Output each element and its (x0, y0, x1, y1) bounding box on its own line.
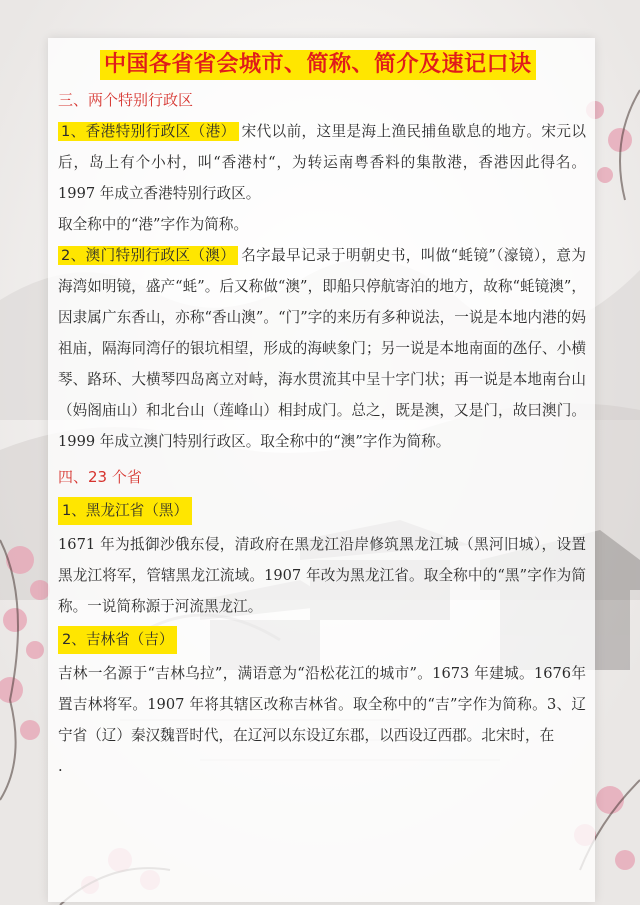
jilin-heading: 2、吉林省（吉） (58, 626, 177, 654)
hk-text: 宋代以前，这里是海上渔民捕鱼歇息的地方。宋元以后，岛上有个小村，叫“香港村“，为转运南粤香料的集散港，香港因此得名。1997 年成立香港特别行政区。 (58, 123, 586, 202)
macau-text: 名字最早记录于明朝史书，叫做“蚝镜”（濠镜），意为海湾如明镜，盛产“蚝”。后又称做“澳”，即船只停航寄泊的地方，故称“蚝镜澳”，因隶属广东香山，亦称“香山澳”。“门”字的来历有多种说法，一说是本地内港的妈祖庙，隔海同湾仔的银坑相望，形成的海峡象门；另一说是本地南面的氹仔、小横琴、路环、大横琴四岛离立对峙，海水贯流其中呈十字门状；再一说是本地南台山（妈阁庙山）和北台山（莲峰山）相封成门。总之，既是澳，又是门，故曰澳门。1999 年成立澳门特别行政区。取全称中的“澳”字作为简称。 (58, 247, 586, 450)
hk-abbrev: 取全称中的“港”字作为简称。 (58, 216, 249, 233)
section-heading-provinces: 四、23 个省 (58, 468, 142, 486)
hk-heading: 1、香港特别行政区（港） (58, 122, 239, 141)
jilin-text: 吉林一名源于“吉林乌拉”，满语意为“沿松花江的城市”。1673 年建城。1676年置吉林将军。1907 年将其辖区改称吉林省。取全称中的“吉”字作为简称。3、辽宁省（辽）秦汉魏晋时代，在辽河以东设辽东郡，以西设辽西郡。北宋时，在 (58, 665, 586, 744)
section-heading-sar: 三、两个特别行政区 (58, 91, 194, 109)
hk-paragraph (58, 116, 586, 209)
page-title: 中国各省省会城市、简称、简介及速记口诀 (100, 50, 536, 80)
trailing-mark: . (58, 758, 63, 775)
document-content (58, 50, 586, 782)
heilongjiang-heading: 1、黑龙江省（黑） (58, 497, 192, 525)
macau-paragraph (58, 240, 586, 457)
macau-heading: 2、澳门特别行政区（澳） (58, 246, 238, 265)
heilongjiang-text: 1671 年为抵御沙俄东侵，清政府在黑龙江沿岸修筑黑龙江城（黑河旧城），设置黑龙江将军，管辖黑龙江流域。1907 年改为黑龙江省。取全称中的“黑”字作为简称。一说简称源于河流黑龙江。 (58, 536, 586, 615)
